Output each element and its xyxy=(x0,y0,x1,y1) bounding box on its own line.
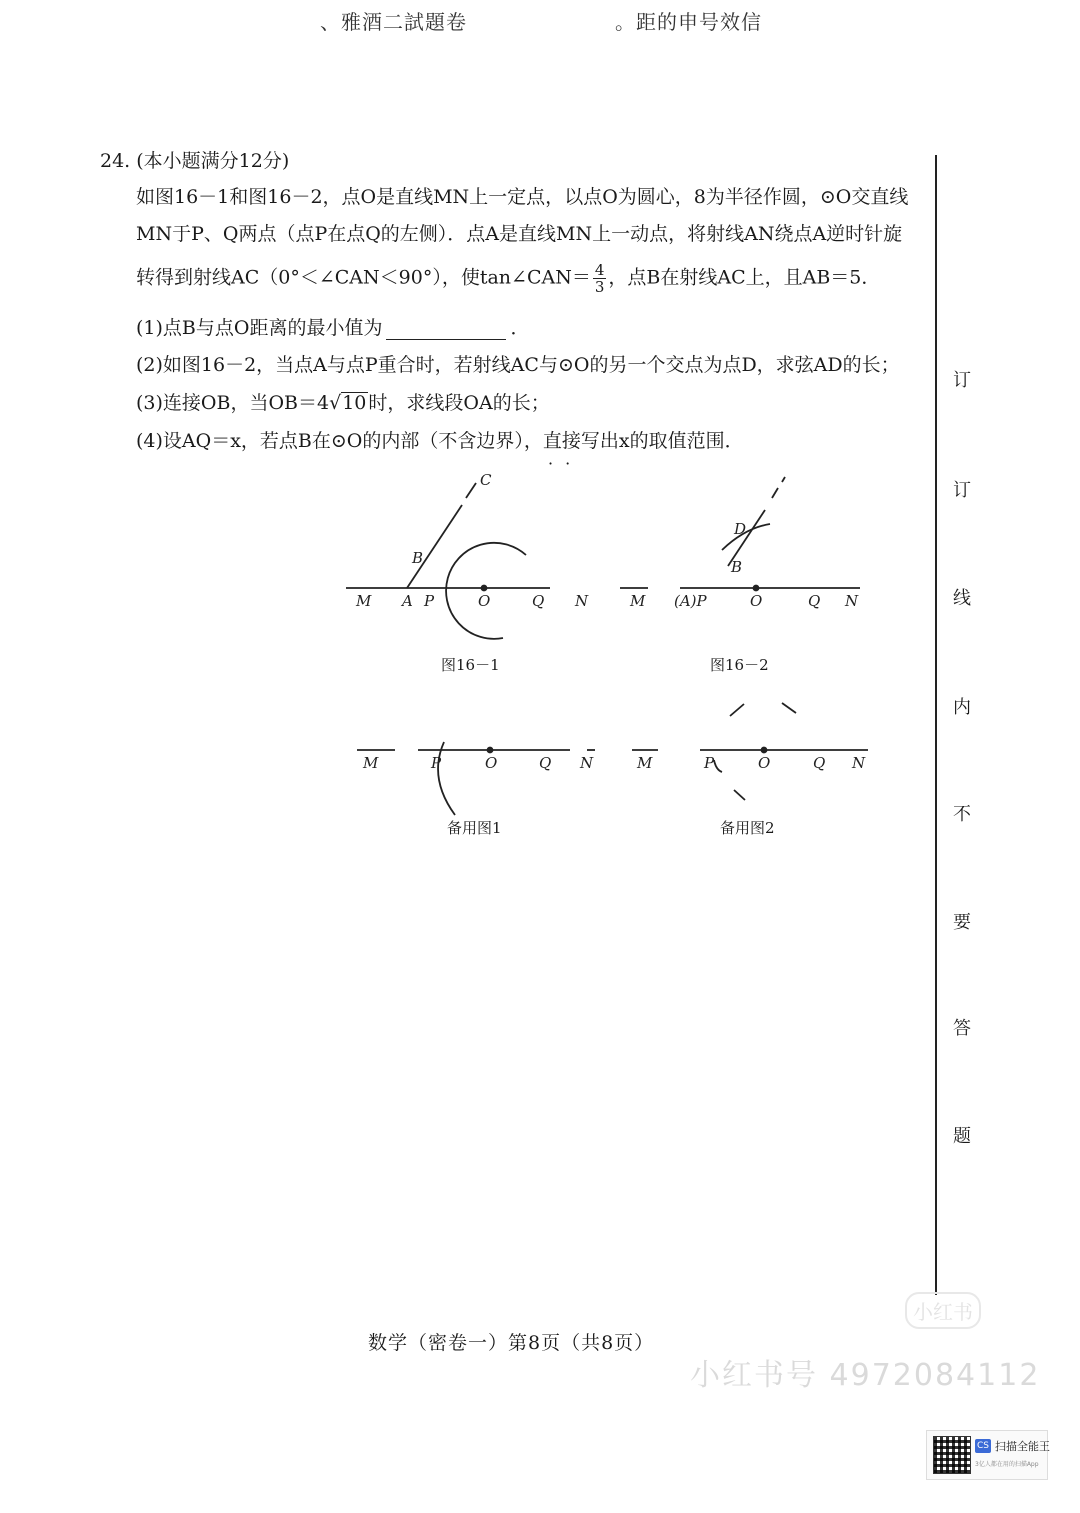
fraction-numerator: 4 xyxy=(594,261,605,279)
side-char-8: 题 xyxy=(953,1126,971,1147)
spare2-caption: 备用图2 xyxy=(720,819,775,837)
qr-code-icon xyxy=(933,1436,971,1474)
part-1-text: (1)点B与点O距离的最小值为 xyxy=(136,317,383,339)
fig2-label-o: O xyxy=(750,592,763,610)
spare1-label-q: Q xyxy=(539,754,552,772)
fig1-caption: 图16－1 xyxy=(441,656,500,674)
binding-line xyxy=(935,155,937,1295)
spare1-diagram xyxy=(357,742,595,815)
part-1-end: ． xyxy=(510,317,530,339)
sqrt-sign: √ xyxy=(329,392,342,414)
fig2-label-d: D xyxy=(734,520,747,538)
header-cut-left: 、雅酒二試題卷 xyxy=(320,10,467,34)
stem-line-1: 如图16－1和图16－2，点O是直线MN上一定点，以点O为圆心，8为半径作圆，⊙O交直线 xyxy=(136,186,909,208)
spare2-label-p: P xyxy=(704,754,715,772)
part-2: (2)如图16－2，当点A与点P重合时，若射线AC与⊙O的另一个交点为点D，求弦AD的长； xyxy=(136,354,900,376)
spare2-label-q: Q xyxy=(813,754,826,772)
side-char-6: 要 xyxy=(953,912,971,933)
fig1-label-m: M xyxy=(356,592,372,610)
question-score: (本小题满分12分) xyxy=(136,150,290,172)
fig1-ray-ac xyxy=(407,505,462,588)
spare2-label-n: N xyxy=(852,754,866,772)
fig1-label-o: O xyxy=(478,592,491,610)
fig2-label-m: M xyxy=(630,592,646,610)
fig1-point-o xyxy=(482,586,487,591)
fig2-ray-dash-2 xyxy=(782,477,785,482)
question-number: 24. xyxy=(100,150,131,172)
spare1-point-o xyxy=(488,748,493,753)
fig2-caption: 图16－2 xyxy=(710,656,769,674)
fig1-label-q: Q xyxy=(532,592,545,610)
spare1-label-o: O xyxy=(485,754,498,772)
spare2-label-o: O xyxy=(758,754,771,772)
fig1-label-n: N xyxy=(575,592,589,610)
watermark-id: 小红书号 4972084112 xyxy=(690,1358,1041,1393)
fig2-ray-dash-1 xyxy=(772,488,778,498)
fig1-label-a: A xyxy=(402,592,413,610)
spare1-caption: 备用图1 xyxy=(447,819,502,837)
spare2-arc-bottom xyxy=(734,790,745,800)
scanner-app-name: 扫描全能王 xyxy=(995,1440,1050,1453)
spare2-label-m: M xyxy=(637,754,653,772)
stem-line-3b: ，点B在射线AC上，且AB＝5． xyxy=(608,266,881,289)
spare1-label-p: P xyxy=(431,754,442,772)
fig2-point-o xyxy=(754,586,759,591)
fraction-denominator: 3 xyxy=(594,278,605,296)
spare1-label-n: N xyxy=(580,754,594,772)
header-cut-right: 。距的申号效信 xyxy=(615,10,762,34)
side-char-4: 内 xyxy=(953,697,971,718)
scanner-badge xyxy=(926,1430,1048,1480)
part-4: (4)设AQ＝x，若点B在⊙O的内部（不含边界），直接写出x的取值范围． xyxy=(136,430,744,452)
fig1-diagram xyxy=(346,483,550,639)
scanner-app-tagline: 3亿人都在用的扫描App xyxy=(975,1461,1039,1468)
fig2-label-ap: (A)P xyxy=(674,592,707,610)
side-char-1: 订 xyxy=(953,370,971,391)
watermark-badge: 小红书 xyxy=(905,1292,981,1329)
part-3-text: (3)连接OB，当OB＝4 xyxy=(136,392,330,414)
fig1-circle-arc xyxy=(446,543,526,639)
spare2-point-o xyxy=(762,748,767,753)
sqrt-radicand: 10 xyxy=(342,392,367,414)
spare2-arc-top-right xyxy=(782,703,796,713)
spare1-circle-arc xyxy=(438,742,455,815)
side-char-3: 线 xyxy=(953,588,971,609)
emphasis-dots: ·· xyxy=(548,454,583,473)
fig1-label-p: P xyxy=(424,592,435,610)
side-char-7: 答 xyxy=(953,1018,971,1039)
fig2-label-q: Q xyxy=(808,592,821,610)
spare2-arc-top-left xyxy=(730,704,744,716)
spare2-diagram xyxy=(632,703,868,800)
stem-line-3a: 转得到射线AC（0°＜∠CAN＜90°），使tan∠CAN＝ xyxy=(136,266,591,289)
spare2-arc-left xyxy=(714,760,722,772)
side-char-5: 不 xyxy=(953,804,971,825)
fig2-label-n: N xyxy=(845,592,859,610)
side-char-2: 订 xyxy=(953,480,971,501)
fig1-ray-ac-dash xyxy=(466,483,476,498)
part-3-end: 时，求线段OA的长； xyxy=(368,392,550,414)
fig1-label-b: B xyxy=(412,549,424,567)
fig2-label-b: B xyxy=(731,558,743,576)
page-footer: 数学（密卷一）第8页（共8页） xyxy=(368,1332,655,1354)
fig1-label-c: C xyxy=(480,471,492,489)
stem-line-2: MN于P、Q两点（点P在点Q的左侧）．点A是直线MN上一动点，将射线AN绕点A逆时针旋 xyxy=(136,223,903,245)
cs-logo-icon: CS xyxy=(977,1441,989,1451)
spare1-label-m: M xyxy=(363,754,379,772)
